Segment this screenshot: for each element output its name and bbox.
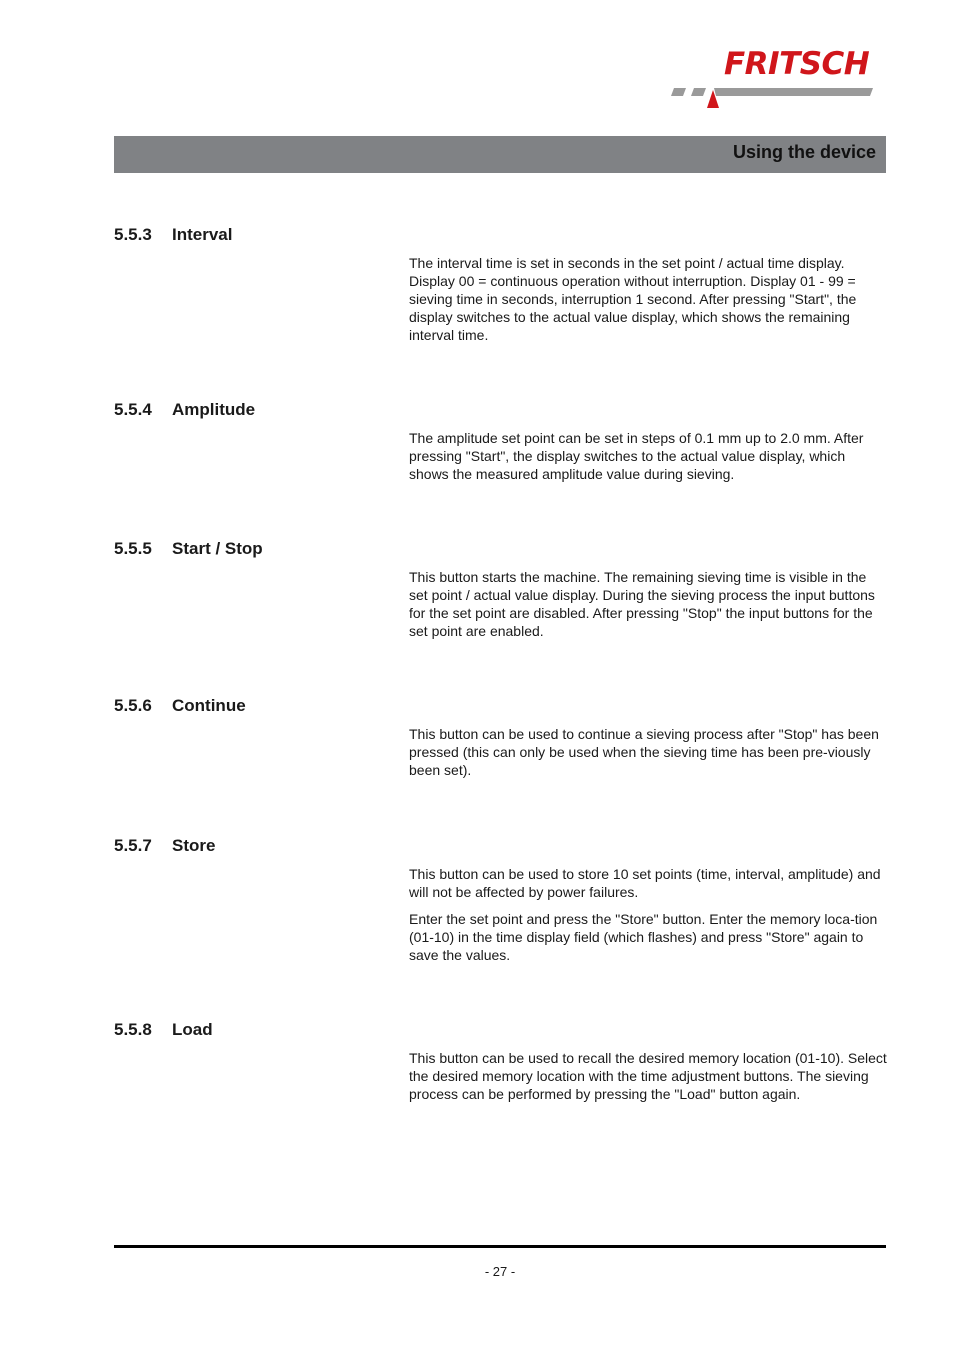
section-title: Amplitude [172,400,256,419]
section-number: 5.5.4 [114,400,152,419]
section-store [114,836,886,964]
section-title: Start / Stop [172,539,263,558]
section-heading [114,836,886,858]
section-paragraph: This button can be used to store 10 set points (time, interval, amplitude) and will not be affected by power failures. [409,866,881,900]
section-title: Load [172,1020,213,1039]
section-number: 5.5.7 [114,836,152,855]
section-heading [114,400,886,422]
section-heading [114,225,886,247]
section-number: 5.5.5 [114,539,152,558]
section-number: 5.5.8 [114,1020,152,1039]
section-title: Store [172,836,216,855]
page-number: - 27 - [484,1264,516,1279]
section-paragraph: This button can be used to continue a sieving process after "Stop" has been pressed (this can only be used when the sieving time has been pre-viously been set). [409,726,879,778]
fritsch-logo [668,46,890,112]
footer-rule [114,1245,886,1248]
section-paragraph: This button can be used to recall the desired memory location (01-10). Select the desired memory location with the time adjustment buttons. The sieving process can be performed by pressing the "Load" button again. [409,1050,887,1102]
section-load [114,1020,886,1103]
section-start-stop [114,539,886,640]
section-paragraph: This button starts the machine. The remaining sieving time is visible in the set point / actual value display. During the sieving process the input buttons for the set point are disabled. After pressing "Stop" the input buttons for the set point are enabled. [409,569,875,639]
section-continue [114,696,886,779]
section-interval [114,225,886,344]
section-heading [114,539,886,561]
section-title: Interval [172,225,233,244]
chapter-header-bar [114,136,886,173]
chapter-title: Using the device [732,142,876,162]
section-paragraph: Enter the set point and press the "Store" button. Enter the memory loca-tion (01-10) in the time display field (which flashes) and press "Store" again to save the values. [409,911,878,963]
section-title: Continue [172,696,246,715]
section-paragraph: The amplitude set point can be set in steps of 0.1 mm up to 2.0 mm. After pressing "Start", the display switches to the actual value display, which shows the measured amplitude value during sieving. [409,430,864,482]
section-number: 5.5.6 [114,696,152,715]
section-amplitude [114,400,886,483]
section-paragraph: The interval time is set in seconds in the set point / actual time display. Display 00 = continuous operation without interruption. Display 01 - 99 = sieving time in seconds, interruption 1 second. After pressing "Start", the display switches to the actual value display, which shows the remaining interval time. [409,255,857,343]
section-heading [114,696,886,718]
section-heading [114,1020,886,1042]
section-number: 5.5.3 [114,225,152,244]
logo-wordmark: FRITSCH [724,46,870,82]
